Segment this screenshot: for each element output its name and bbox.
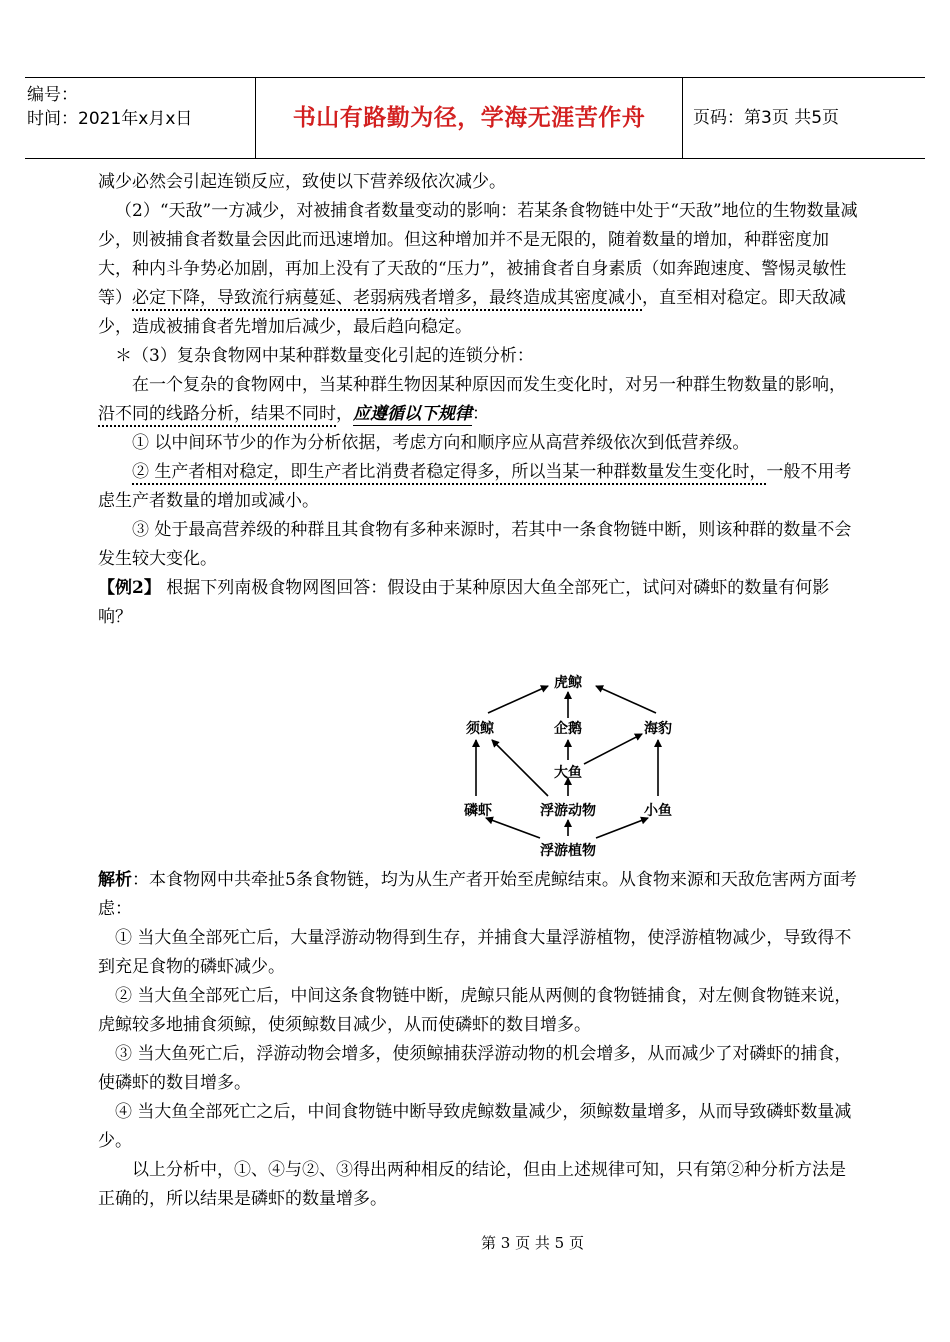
analysis-item: ① 当大鱼全部死亡后，大量浮游动物得到生存，并捕食大量浮游植物，使浮游植物减少，导致得不到充足食物的磷虾减少。 [98, 928, 852, 977]
node-tiger-whale: 虎鲸 [554, 675, 582, 691]
example-question: 【例2】 根据下列南极食物网图回答：假设由于某种原因大鱼全部死亡，试问对磷虾的数量有何影响？ [98, 578, 830, 627]
rule-heading: 应遵循以下规律 [353, 404, 472, 424]
analysis-text [98, 866, 858, 1214]
node-big-fish: 大鱼 [554, 765, 582, 781]
food-web-diagram [458, 668, 690, 860]
node-phytoplankton: 浮游植物 [540, 843, 596, 859]
analysis-item: ② 当大鱼全部死亡后，中间这条食物链中断，虎鲸只能从两侧的食物链捕食，对左侧食物链来说，虎鲸较多地捕食须鲸，使须鲸数目减少，从而使磷虾的数目增多。 [98, 986, 852, 1035]
arrow-phyto-to-smallfish [596, 818, 648, 838]
page-footer [0, 1232, 950, 1253]
emphasis-text: 沿不同的线路分析，结果不同时 [98, 404, 336, 424]
page-header [25, 77, 925, 159]
code-label: 编号： [27, 85, 78, 105]
arrow-phyto-to-krill [486, 818, 540, 838]
node-zooplankton: 浮游动物 [540, 803, 596, 819]
analysis-item: ③ 当大鱼死亡后，浮游动物会增多，使须鲸捕获浮游动物的机会增多，从而减少了对磷虾的捕食，使磷虾的数目增多。 [98, 1044, 852, 1093]
motto: 书山有路勤为径，学海无涯苦作舟 [255, 78, 683, 158]
node-seal: 海豹 [644, 721, 672, 737]
node-krill: 磷虾 [464, 803, 492, 819]
page-info: 页码：第3页 共5页 [693, 108, 840, 128]
analysis-item: ④ 当大鱼全部死亡之后，中间食物链中断导致虎鲸数量减少，须鲸数量增多，从而导致磷虾数量减少。 [98, 1102, 852, 1151]
paragraph: （2）“天敌”一方减少，对被捕食者数量变动的影响：若某条食物链中处于“天敌”地位的生物数量减少，则被捕食者数量会因此而迅速增加。但这种增加并不是无限的，随着数量的增加，种群密度加大，种内斗争势必加剧，再加上没有了天敌的“压力”，被捕食者自身素质（如奔跑速度、警惕灵敏性等）必定下降，导致流行病蔓延、老弱病残者增多，最终造成其密度减小，直至相对稳定。即天敌减少，造成被捕食者先增加后减少，最后趋向稳定。 [98, 201, 858, 337]
body-text [98, 168, 858, 632]
node-baleen-whale: 须鲸 [466, 721, 494, 737]
footer-page-number: 第 3 页 共 5 页 [481, 1234, 584, 1252]
arrow-bigfish-to-seal [584, 734, 642, 764]
node-small-fish: 小鱼 [644, 803, 672, 819]
arrow-baleen-to-tiger [488, 686, 548, 713]
paragraph: 在一个复杂的食物网中，当某种群生物因某种原因而发生变化时，对另一种群生物数量的影响，沿不同的线路分析，结果不同时，应遵循以下规律： [98, 375, 846, 424]
analysis-conclusion: 以上分析中，①、④与②、③得出两种相反的结论，但由上述规律可知，只有第②种分析方法是正确的，所以结果是磷虾的数量增多。 [98, 1160, 846, 1209]
analysis-intro: 解析：本食物网中共牵扯5条食物链，均为从生产者开始至虎鲸结束。从食物来源和天敌危害两方面考虑： [98, 870, 857, 919]
rule-item: ① 以中间环节少的作为分析依据，考虑方向和顺序应从高营养级依次到低营养级。 [132, 433, 750, 453]
node-penguin: 企鹅 [554, 721, 582, 737]
arrow-seal-to-tiger [596, 686, 656, 713]
emphasis-text: 必定下降，导致流行病蔓延、老弱病残者增多，最终造成其密度减小 [132, 288, 642, 308]
rule-item: ③ 处于最高营养级的种群且其食物有多种来源时，若其中一条食物链中断，则该种群的数量不会发生较大变化。 [98, 520, 852, 569]
section-heading: ＊（3）复杂食物网中某种群数量变化引起的连锁分析： [115, 346, 534, 366]
arrow-zoo-to-baleen [492, 740, 548, 796]
rule-item: ② 生产者相对稳定，即生产者比消费者稳定得多，所以当某一种群数量发生变化时，一般不用考虑生产者数量的增加或减小。 [98, 462, 852, 511]
paragraph: 减少必然会引起连锁反应，致使以下营养级依次减少。 [98, 172, 506, 192]
example-label: 【例2】 [98, 578, 161, 598]
emphasis-text: ② 生产者相对稳定，即生产者比消费者稳定得多，所以当某一种群数量发生变化时， [132, 462, 767, 482]
time-label: 时间：2021年x月x日 [27, 109, 193, 129]
analysis-label: 解析 [98, 870, 132, 890]
header-meta [25, 78, 255, 158]
